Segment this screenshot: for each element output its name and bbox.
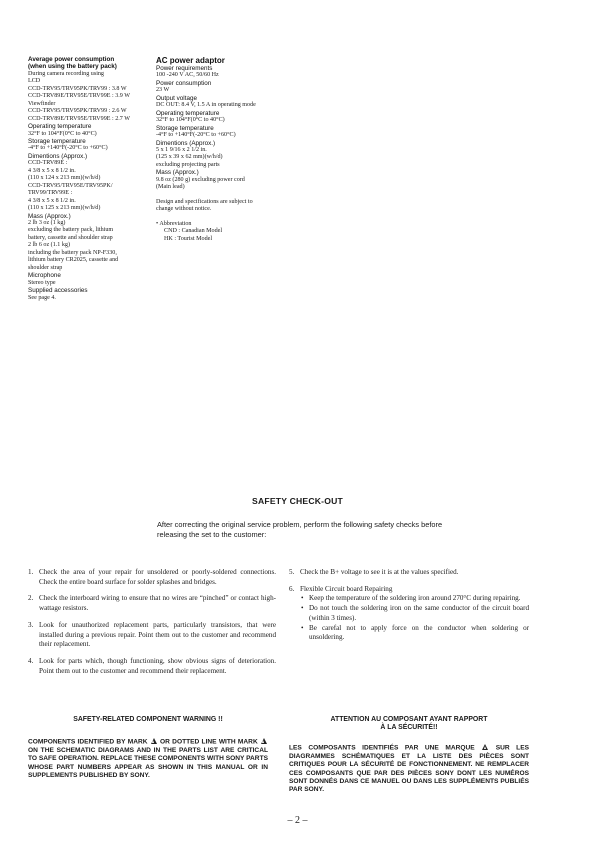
spec-heading: Output voltage bbox=[156, 94, 197, 102]
spec-value: CCD-TRV89E : bbox=[28, 160, 68, 167]
spec-column-right bbox=[156, 56, 286, 243]
bullet-item bbox=[301, 594, 529, 604]
spec-value: DC OUT: 8.4 V, 1.5 A in operating mode bbox=[156, 102, 256, 109]
spec-heading: Storage temperature bbox=[28, 137, 86, 145]
safety-title: SAFETY CHECK-OUT bbox=[252, 496, 343, 506]
spec-value: CCD-TRV89E/TRV95E/TRV99E : 2.7 W bbox=[28, 115, 131, 122]
bullet-dot-icon: • bbox=[301, 594, 304, 603]
safety-checklist-right bbox=[289, 568, 529, 643]
spec-value: During camera recording using bbox=[28, 70, 104, 77]
spec-value: 4 3/8 x 5 x 8 1/2 in. bbox=[28, 197, 76, 204]
spec-value: 23 W bbox=[156, 87, 170, 94]
spec-value: Viewfinder bbox=[28, 100, 56, 107]
item-text: Check the B+ voltage to see it is at the values specified. bbox=[300, 568, 459, 576]
spec-heading: Mass (Approx.) bbox=[28, 212, 71, 220]
warning-text: SUR LES DIAGRAMMES SCHÉMATIQUES ET LA LISTE DES PIÈCES SONT CRITIQUES POUR LA SÉCURITÉ DE FONCTIONNEMENT. NE REMPLACER CES COMPOSANTS QUE PAR DES PIÈCES SONY DONT LES NUMÉROS SONT DONNÉS DANS CE MANUEL OU DANS LES SUPPLÉMENTS PUBLIÉS PAR SONY. bbox=[289, 744, 529, 794]
spec-heading: Microphone bbox=[28, 272, 61, 280]
list-item bbox=[28, 657, 276, 676]
spec-value: battery, cassette and shoulder strap bbox=[28, 234, 113, 241]
warning-title-fr bbox=[289, 716, 529, 732]
spec-heading: Power consumption bbox=[156, 79, 212, 87]
spec-value: (Main lead) bbox=[156, 184, 185, 191]
spec-value: Stereo type bbox=[28, 279, 56, 286]
spec-value: -4°F to +140°F(-20°C to +60°C) bbox=[156, 132, 236, 139]
spec-value: 9.8 oz (280 g) excluding power cord bbox=[156, 176, 245, 183]
spec-value: shoulder strap bbox=[28, 264, 63, 271]
list-item bbox=[28, 568, 276, 587]
spec-value: LCD bbox=[28, 78, 41, 85]
spec-value: See page 4. bbox=[28, 294, 56, 301]
warning-triangle-icon bbox=[482, 744, 488, 750]
warning-text: COMPONENTS IDENTIFIED BY MARK bbox=[28, 738, 148, 746]
spacer bbox=[156, 192, 286, 199]
item-text: Look for unauthorized replacement parts, particularly transistors, that were installed during a previous repair. Point them out to the customer and recommend their replacement. bbox=[39, 620, 276, 649]
spec-value: change without notice. bbox=[156, 206, 212, 213]
spec-value: excluding projecting parts bbox=[156, 161, 220, 168]
warning-text: ON THE SCHEMATIC DIAGRAMS AND IN THE PARTS LIST ARE CRITICAL TO SAFE OPERATION. REPLACE THESE COMPONENTS WITH SONY PARTS WHOSE PART NUMBERS APPEAR AS SHOWN IN THIS MANUAL OR IN SUPPLEMENTS PUBLISHED BY SONY. bbox=[28, 746, 268, 779]
item-number: 5. bbox=[289, 568, 295, 576]
spec-column-left bbox=[28, 56, 150, 302]
spec-value: CCD-TRV95/TRV95E/TRV95PK/ bbox=[28, 182, 113, 189]
spec-heading: Dimentions (Approx.) bbox=[156, 139, 216, 147]
spec-heading: Operating temperature bbox=[28, 123, 92, 131]
spec-value: Design and specifications are subject to bbox=[156, 198, 253, 205]
page-number: – 2 – bbox=[287, 815, 308, 826]
spacer bbox=[156, 214, 286, 221]
spec-value: 2 lb 3 oz (1 kg) bbox=[28, 219, 66, 226]
spec-value: 2 lb 6 oz (1.1 kg) bbox=[28, 242, 70, 249]
spec-value: -4°F to +140°F(-20°C to +60°C) bbox=[28, 145, 108, 152]
spec-value: 100 -240 V AC, 50/60 Hz bbox=[156, 72, 219, 79]
spec-value: CCD-TRV95/TRV95PK/TRV99 : 3.8 W bbox=[28, 85, 127, 92]
spec-heading: Supplied accessories bbox=[28, 287, 88, 295]
spec-value: CND : Canadian Model bbox=[164, 228, 223, 235]
spec-heading: Mass (Approx.) bbox=[156, 169, 199, 177]
item-text: Flexible Circuit board Repairing bbox=[300, 584, 393, 593]
spec-value: excluding the battery pack, lithium bbox=[28, 227, 114, 234]
item-text: Check the interboard wiring to ensure that no wires are “pinched” or contact high-wattage resistors. bbox=[39, 594, 276, 613]
item-number: 6. bbox=[289, 584, 295, 593]
item-number: 4. bbox=[28, 656, 34, 665]
warning-body-en bbox=[28, 738, 268, 780]
spec-value: (110 x 125 x 213 mm)(w/h/d) bbox=[28, 205, 101, 212]
bullet-text: Be carefal not to apply force on the conductor when soldering or unsoldering. bbox=[309, 623, 529, 642]
list-item bbox=[28, 594, 276, 613]
spec-heading: Power requirements bbox=[156, 65, 213, 72]
spec-value: CCD-TRV89E/TRV95E/TRV99E : 3.9 W bbox=[28, 93, 131, 100]
bullet-item bbox=[301, 624, 529, 643]
spec-heading: Operating temperature bbox=[156, 109, 220, 117]
spec-value: lithium battery CR2025, cassette and bbox=[28, 257, 119, 264]
warning-body-fr bbox=[289, 744, 529, 795]
bullet-text: Do not touch the soldering iron on the same conductor of the circuit board (within 3 times). bbox=[309, 604, 529, 622]
spec-heading: Storage temperature bbox=[156, 124, 214, 132]
safety-checklist-left bbox=[28, 568, 276, 683]
warning-title-en: SAFETY-RELATED COMPONENT WARNING !! bbox=[73, 716, 223, 723]
spec-value: including the battery pack NP-F330, bbox=[28, 249, 117, 256]
warning-title-line: À LA SÉCURITÉ!! bbox=[380, 724, 438, 732]
spec-value: • Abbreviation bbox=[156, 220, 192, 227]
spec-value: CCD-TRV95/TRV95PK/TRV99 : 2.6 W bbox=[28, 108, 127, 115]
warning-triangle-icon bbox=[151, 738, 157, 744]
spec-value: 4 3/8 x 5 x 8 1/2 in. bbox=[28, 167, 76, 174]
warning-triangle-icon bbox=[261, 738, 267, 744]
bullet-dot-icon: • bbox=[301, 623, 304, 632]
spec-value: 32°F to 104°F(0°C to 40°C) bbox=[156, 117, 225, 124]
list-item bbox=[289, 568, 529, 578]
item-number: 2. bbox=[28, 594, 34, 603]
item-number: 3. bbox=[28, 620, 34, 629]
spec-value: 32°F to 104°F(0°C to 40°C) bbox=[28, 130, 97, 137]
bullet-dot-icon: • bbox=[301, 604, 304, 613]
spec-value: (110 x 124 x 213 mm)(w/h/d) bbox=[28, 175, 101, 182]
warning-title-line: ATTENTION AU COMPOSANT AYANT RAPPORT bbox=[330, 716, 488, 723]
bullet-list bbox=[301, 594, 529, 643]
list-item bbox=[28, 621, 276, 650]
spec-value: TRV99/TRV99E : bbox=[28, 190, 73, 197]
item-text: Look for parts which, though functioning, show obvious signs of deterioration. Point them out to the customer and recommend their replacement. bbox=[39, 656, 276, 675]
warning-text: OR DOTTED LINE WITH MARK bbox=[160, 738, 258, 746]
bullet-item bbox=[301, 604, 529, 623]
spec-value: (125 x 39 x 62 mm)(w/h/d) bbox=[156, 154, 223, 161]
spec-heading: (when using the battery pack) bbox=[28, 63, 117, 71]
spec-heading: Average power consumption bbox=[28, 56, 115, 63]
item-number: 1. bbox=[28, 568, 34, 576]
item-text: Check the area of your repair for unsoldered or poorly-soldered connections. Check the entire board surface for solder splashes and bridges. bbox=[39, 568, 276, 586]
safety-intro: After correcting the original service problem, perform the following safety checks before releasing the set to the customer: bbox=[157, 520, 443, 540]
spec-heading: Dimentions (Approx.) bbox=[28, 152, 88, 160]
spec-value: 5 x 1 9/16 x 2 1/2 in. bbox=[156, 146, 207, 153]
spec-value: HK : Tourist Model bbox=[164, 235, 213, 242]
list-item bbox=[289, 585, 529, 595]
bullet-text: Keep the temperature of the soldering iron around 270°C during repairing. bbox=[309, 594, 521, 603]
spec-heading: AC power adaptor bbox=[156, 56, 225, 65]
warning-text: LES COMPOSANTS IDENTIFIÉS PAR UNE MARQUE bbox=[289, 744, 475, 752]
